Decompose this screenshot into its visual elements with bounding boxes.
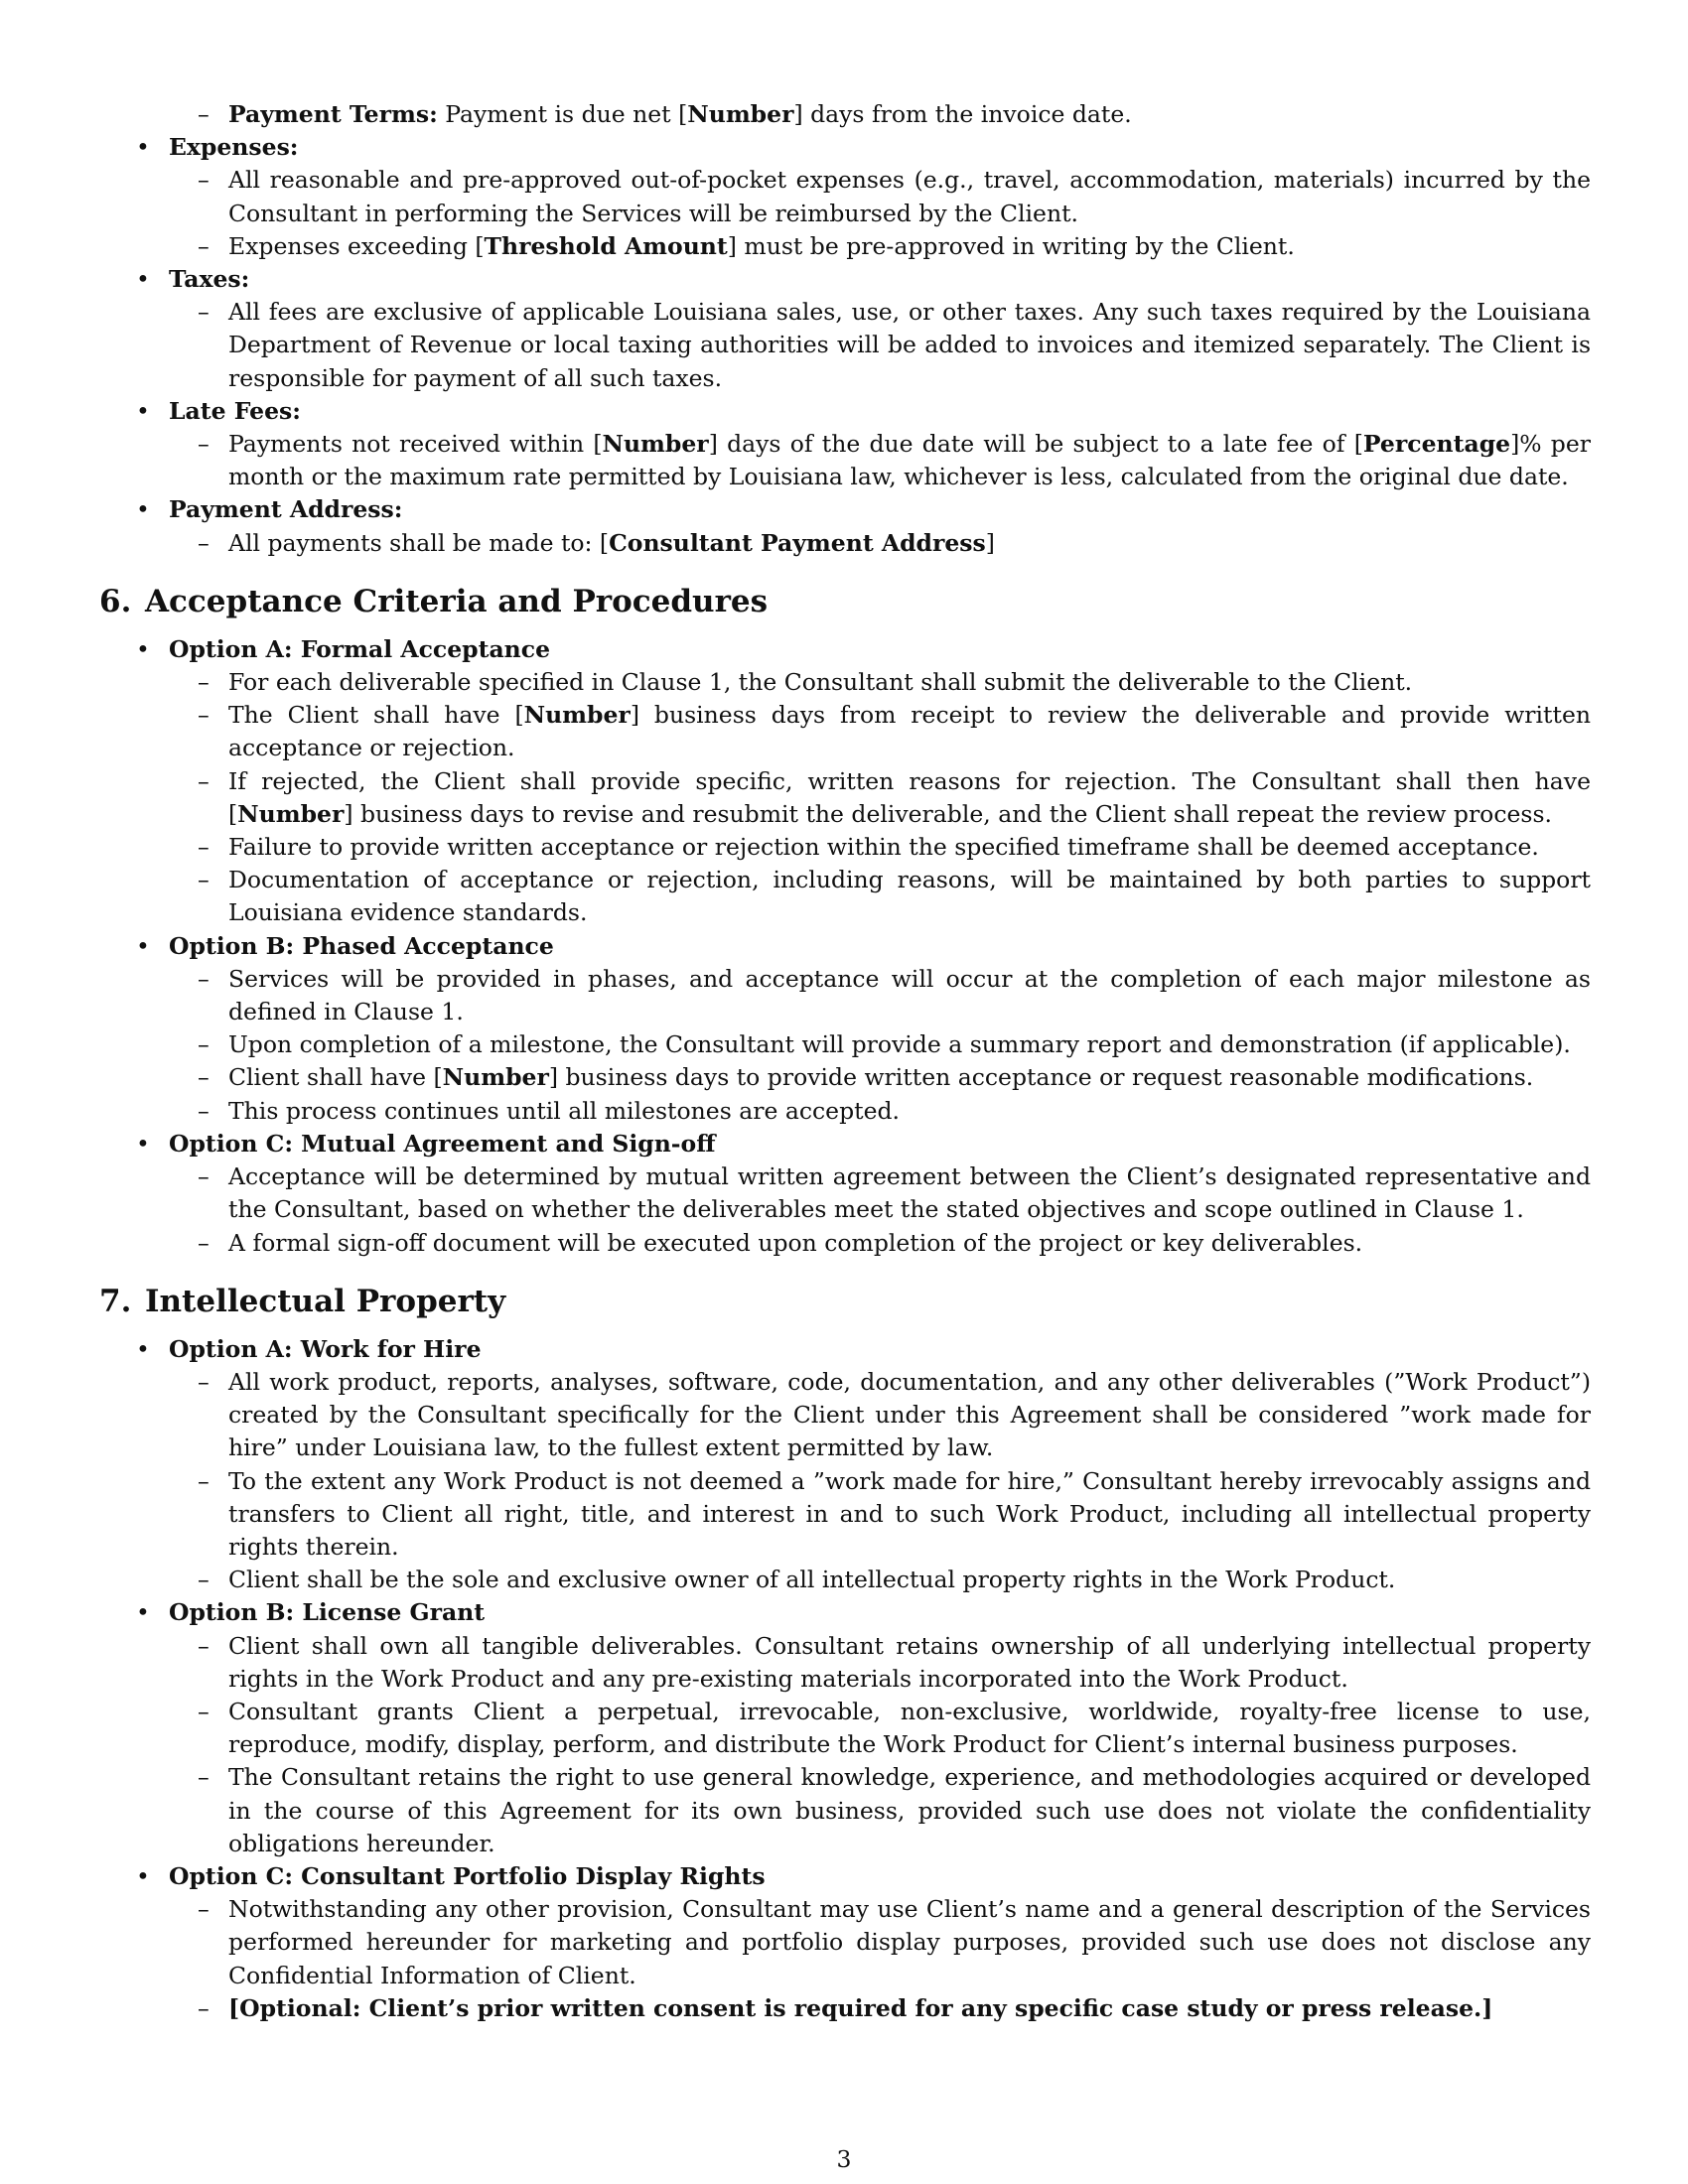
dash-marker: – [198,166,210,195]
payment-terms-item: – Payment Terms: Payment is due net [Number] days from the invoice date. [99,98,1591,131]
taxes-heading: • Taxes: [99,263,1591,296]
dash-marker: – [198,1566,210,1594]
bullet-marker: • [136,133,150,162]
dash-marker: – [198,1763,210,1792]
s6-option-a-item: – Documentation of acceptance or rejection, including reasons, will be maintained by both parties to support Louisiana evidence standards. [198,866,1591,927]
s6-option-b-item: – This process continues until all milestones are accepted. [99,1095,1591,1128]
bullet-marker: • [136,1861,150,1890]
dash-marker: – [198,1993,210,2022]
late-fees-item: – Payments not received within [Number] days of the due date will be subject to a late fee of [Percentage]% per month or the maximum rate permitted by Louisiana law, whichever is less, calculated from the original due date. [198,430,1591,491]
s6-option-a-heading: • Option A: Formal Acceptance [99,633,1591,666]
dash-marker: – [198,766,210,795]
dash-marker: – [198,866,210,894]
dash-marker: – [198,100,210,128]
s6-option-a-item: – If rejected, the Client shall provide specific, written reasons for rejection. The Consultant shall then have [Number] business days to revise and resubmit the deliverable, and the Client shall repeat the review process. [198,766,1591,828]
s7-option-b-item: – The Consultant retains the right to use general knowledge, experience, and methodologies acquired or developed in the course of this Agreement for its own business, provided such use does not violate the confidentiality obligations hereunder. [198,1763,1591,1857]
expenses-item: – Expenses exceeding [Threshold Amount] must be pre-approved in writing by the Client. [99,230,1591,263]
page-content [99,98,1591,2025]
s6-option-c-item: – A formal sign-off document will be executed upon completion of the project or key deliverables. [99,1227,1591,1260]
dash-marker: – [198,1096,210,1125]
dash-marker: – [198,1466,210,1495]
taxes-item: – All fees are exclusive of applicable Louisiana sales, use, or other taxes. Any such taxes required by the Louisiana Department of Revenue or local taxing authorities will be added to invoices and itemized separately. The Client is responsible for payment of all such taxes. [198,298,1591,392]
s6-option-a-item: – The Client shall have [Number] business days from receipt to review the deliverable and provide written acceptance or rejection. [198,701,1591,762]
s6-option-b-item: – Services will be provided in phases, and acceptance will occur at the completion of each major milestone as defined in Clause 1. [198,964,1591,1026]
dash-marker: – [198,701,210,730]
dash-marker: – [198,1063,210,1092]
dash-marker: – [198,833,210,862]
s6-option-c-item: – Acceptance will be determined by mutual written agreement between the Client’s designated representative and the Consultant, based on whether the deliverables meet the stated objectives and scope outlined in Clause 1. [198,1162,1591,1224]
dash-marker: – [198,1162,210,1191]
s7-option-a-heading: • Option A: Work for Hire [99,1333,1591,1366]
dash-marker: – [198,1895,210,1924]
bullet-marker: • [136,1598,150,1627]
s7-option-c-item: – [Optional: Client’s prior written consent is required for any specific case study or press release.] [99,1992,1591,2025]
bullet-marker: • [136,931,150,960]
bullet-marker: • [136,1334,150,1363]
late-fees-heading: • Late Fees: [99,395,1591,428]
dash-marker: – [198,1030,210,1059]
s6-option-b-item: – Client shall have [Number] business days to provide written acceptance or request reasonable modifications. [99,1061,1591,1094]
s7-option-b-heading: • Option B: License Grant [99,1596,1591,1629]
expenses-item: – All reasonable and pre-approved out-of-pocket expenses (e.g., travel, accommodation, materials) incurred by the Consultant in performing the Services will be reimbursed by the Client. [198,166,1591,227]
payment-address-heading: • Payment Address: [99,493,1591,526]
page-number: 3 [836,2145,852,2173]
bullet-marker: • [136,265,150,294]
dash-marker: – [198,528,210,557]
dash-marker: – [198,1631,210,1660]
s7-option-b-item: – Client shall own all tangible deliverables. Consultant retains ownership of all underlying intellectual property rights in the Work Product and any pre-existing materials incorporated into the Work Product. [198,1631,1591,1693]
bullet-marker: • [136,1129,150,1158]
dash-marker: – [198,668,210,697]
bullet-marker: • [136,495,150,524]
section-6-heading: 6. Acceptance Criteria and Procedures [99,583,769,619]
dash-marker: – [198,430,210,459]
dash-marker: – [198,231,210,260]
dash-marker: – [198,298,210,327]
s7-option-c-heading: • Option C: Consultant Portfolio Display Rights [99,1860,1591,1893]
dash-marker: – [198,964,210,993]
s7-option-a-item: – To the extent any Work Product is not deemed a ”work made for hire,” Consultant hereby irrevocably assigns and transfers to Client all right, title, and interest in and to such Work Product, including all intellectual property rights therein. [198,1466,1591,1561]
payment-address-item: – All payments shall be made to: [Consultant Payment Address] [99,527,1591,560]
section-7-heading: 7. Intellectual Property [99,1283,506,1319]
s6-option-b-heading: • Option B: Phased Acceptance [99,930,1591,963]
s6-option-c-heading: • Option C: Mutual Agreement and Sign-off [99,1128,1591,1160]
bullet-marker: • [136,634,150,663]
s7-option-c-item: – Notwithstanding any other provision, Consultant may use Client’s name and a general description of the Services performed hereunder for marketing and portfolio display purposes, provided such use does not disclose any Confidential Information of Client. [198,1895,1591,1989]
expenses-heading: • Expenses: [99,131,1591,164]
dash-marker: – [198,1228,210,1257]
s6-option-b-item: – Upon completion of a milestone, the Consultant will provide a summary report and demonstration (if applicable). [99,1028,1591,1061]
s7-option-a-item: – All work product, reports, analyses, software, code, documentation, and any other deliverables (”Work Product”) created by the Consultant specifically for the Client under this Agreement shall be considered ”work made for hire” under Louisiana law, to the fullest extent permitted by law. [198,1367,1591,1462]
s7-option-b-item: – Consultant grants Client a perpetual, irrevocable, non-exclusive, worldwide, royalty-free license to use, reproduce, modify, display, perform, and distribute the Work Product for Client’s internal business purposes. [198,1697,1591,1759]
s6-option-a-item: – Failure to provide written acceptance or rejection within the specified timeframe shall be deemed acceptance. [99,831,1591,864]
dash-marker: – [198,1367,210,1396]
s7-option-a-item: – Client shall be the sole and exclusive owner of all intellectual property rights in the Work Product. [99,1564,1591,1596]
bullet-marker: • [136,396,150,425]
dash-marker: – [198,1697,210,1725]
s6-option-a-item: – For each deliverable specified in Clause 1, the Consultant shall submit the deliverable to the Client. [99,666,1591,699]
